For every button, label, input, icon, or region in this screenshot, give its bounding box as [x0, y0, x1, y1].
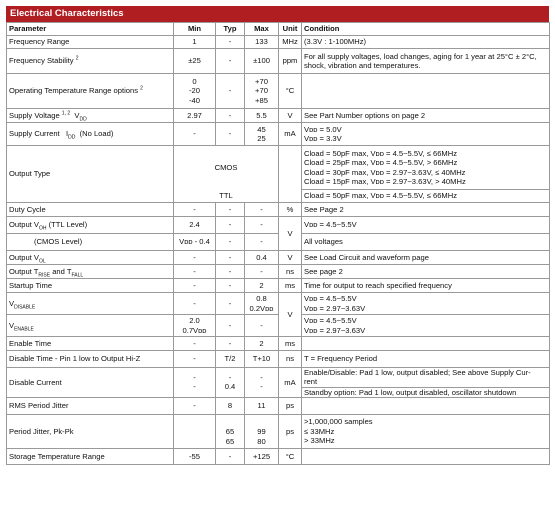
table-row [7, 251, 550, 265]
param-cell [7, 315, 174, 337]
max-cell: 45 25 [245, 123, 279, 146]
min-cell: - [174, 279, 216, 293]
header-row [7, 23, 550, 36]
table-row [7, 368, 550, 398]
condition-cell: See Page 2 [302, 203, 550, 217]
param-cell [7, 109, 174, 123]
typ-cell: - [216, 265, 245, 279]
condition-enable-disable: Enable/Disable: Pad 1 low, output disabled; See above Supply Cur- rent [302, 368, 549, 388]
max-cell: ±100 [245, 49, 279, 74]
min-cell: - [174, 203, 216, 217]
param-text: Output V [9, 252, 39, 262]
condition-cell: >1,000,000 samples ≤ 33MHz > 33MHz [302, 414, 550, 448]
max-cell: T+10 [245, 351, 279, 368]
unit-cell: mA [279, 123, 302, 146]
unit-cell: % [279, 203, 302, 217]
min-cell [174, 414, 216, 448]
param-cell: Disable Time - Pin 1 low to Output Hi-Z [7, 351, 174, 368]
max-cell: - [245, 234, 279, 251]
condition-cell: See page 2 [302, 265, 550, 279]
table-title: Electrical Characteristics [6, 6, 549, 22]
condition-cell [302, 448, 550, 464]
symbol: I [66, 129, 69, 139]
condition-cell [302, 337, 550, 351]
param-cell: RMS Period Jitter [7, 397, 174, 414]
max-cell: 0.4 [245, 251, 279, 265]
min-cell: - - [174, 368, 216, 398]
param-text: V [9, 320, 15, 330]
min-cell: Vᴅᴅ - 0.4 [174, 234, 216, 251]
condition-cell: (3.3V : 1-100MHz) [302, 36, 550, 49]
param-text: Operating Temperature Range options [9, 86, 139, 96]
min-cell: 2.0 0.7Vᴅᴅ [174, 315, 216, 337]
max-cell: - [245, 203, 279, 217]
output-type-cmos: CMOS [174, 146, 279, 190]
condition-cell [302, 368, 550, 398]
table-row [7, 315, 550, 337]
param-cell: Startup Time [7, 279, 174, 293]
min-cell: ±25 [174, 49, 216, 74]
symbol-subscript: OL [38, 258, 46, 265]
symbol: V [74, 110, 80, 120]
condition-cell: Cload = 50pF max, Vᴅᴅ = 4.5~5.5V, ≤ 66MHz [302, 190, 550, 203]
condition-cell: Vᴅᴅ = 4.5~5.5V Vᴅᴅ = 2.97~3.63V [302, 293, 550, 315]
spec-table [6, 22, 550, 465]
typ-cell: T/2 [216, 351, 245, 368]
max-cell: 2 [245, 337, 279, 351]
unit-cell: ps [279, 397, 302, 414]
symbol-subscript: RISE [38, 272, 51, 279]
min-cell: 2.4 [174, 217, 216, 234]
min-cell: 1 [174, 36, 216, 49]
unit-cell: ps [279, 414, 302, 448]
header-max: Max [245, 23, 279, 36]
symbol-subscript: OH [38, 225, 47, 232]
unit-cell: ns [279, 265, 302, 279]
unit-cell: ms [279, 337, 302, 351]
table-row [7, 203, 550, 217]
table-row [7, 293, 550, 315]
max-cell: 2 [245, 279, 279, 293]
min-cell: -55 [174, 448, 216, 464]
symbol-subscript: DD [79, 116, 87, 123]
min-cell: - [174, 337, 216, 351]
param-cell: Frequency Range [7, 36, 174, 49]
param-cell: Storage Temperature Range [7, 448, 174, 464]
max-cell: - - [245, 368, 279, 398]
max-cell: 11 [245, 397, 279, 414]
table-row [7, 337, 550, 351]
header-unit: Unit [279, 23, 302, 36]
symbol-subscript: DISABLE [14, 304, 36, 311]
table-row [7, 234, 550, 251]
param-cell: Period Jitter, Pk-Pk [7, 414, 174, 448]
footnote-ref: 2 [140, 85, 143, 92]
param-cell: Disable Current [7, 368, 174, 398]
typ-cell: 65 65 [216, 414, 245, 448]
max-cell: +125 [245, 448, 279, 464]
unit-cell: MHz [279, 36, 302, 49]
param-cell [7, 217, 174, 234]
typ-cell: - [216, 315, 245, 337]
param-text: Output V [9, 220, 39, 230]
table-row [7, 74, 550, 109]
typ-cell: - [216, 251, 245, 265]
condition-cell [302, 74, 550, 109]
header-condition: Condition [302, 23, 550, 36]
unit-cell: °C [279, 74, 302, 109]
table-row [7, 351, 550, 368]
typ-cell: 8 [216, 397, 245, 414]
param-cell: Output Type [7, 146, 174, 203]
param-cell: (CMOS Level) [7, 234, 174, 251]
param-note: (TTL Level) [46, 220, 88, 230]
unit-cell: V [279, 217, 302, 251]
output-type-ttl: TTL [174, 190, 279, 203]
unit-cell: ms [279, 279, 302, 293]
min-cell: - [174, 123, 216, 146]
typ-cell: - [216, 36, 245, 49]
condition-cell: For all supply voltages, load changes, aging for 1 year at 25°C ± 2°C, shock, vibration and temperatures. [302, 49, 550, 74]
header-min: Min [174, 23, 216, 36]
unit-cell [279, 146, 302, 203]
param-note: (No Load) [79, 129, 114, 139]
footnote-ref: 2 [75, 55, 79, 62]
table-row [7, 123, 550, 146]
condition-cell: Time for output to reach specified frequency [302, 279, 550, 293]
typ-cell: - 0.4 [216, 368, 245, 398]
max-cell: 0.8 0.2Vᴅᴅ [245, 293, 279, 315]
condition-cell: Cload = 50pF max, Vᴅᴅ = 4.5~5.5V, ≤ 66MHz Cload = 25pF max, Vᴅᴅ = 4.5~5.5V, > 66MHz Cload = 30pF max, Vᴅᴅ = 2.97~3.63V, ≤ 40MHz Cload = 15pF max, Vᴅᴅ = 2.97~3.63V, > 40MHz [302, 146, 550, 190]
condition-cell: T = Frequency Period [302, 351, 550, 368]
condition-standby: Standby option: Pad 1 low, output disabled, oscillator shutdown [304, 387, 517, 397]
max-cell: 133 [245, 36, 279, 49]
typ-cell: - [216, 279, 245, 293]
param-cell [7, 49, 174, 74]
table-row [7, 217, 550, 234]
typ-cell: - [216, 74, 245, 109]
param-text: V [9, 298, 15, 308]
max-cell: 5.5 [245, 109, 279, 123]
min-cell: 0 -20 -40 [174, 74, 216, 109]
typ-cell: - [216, 337, 245, 351]
footnote-ref: 1, 2 [61, 110, 71, 117]
electrical-characteristics-table [6, 6, 549, 465]
param-text: Supply Current [9, 129, 60, 139]
condition-cell: All voltages [302, 234, 550, 251]
typ-cell: - [216, 448, 245, 464]
max-cell: 99 80 [245, 414, 279, 448]
table-row [7, 397, 550, 414]
table-row [7, 414, 550, 448]
param-cell [7, 293, 174, 315]
typ-cell: - [216, 49, 245, 74]
table-row [7, 448, 550, 464]
param-cell: Duty Cycle [7, 203, 174, 217]
param-cell [7, 265, 174, 279]
min-cell: - [174, 397, 216, 414]
header-parameter: Parameter [7, 23, 174, 36]
min-cell: - [174, 351, 216, 368]
param-cell [7, 123, 174, 146]
symbol-subscript: ENABLE [14, 326, 34, 333]
table-row [7, 36, 550, 49]
header-typ: Typ [216, 23, 245, 36]
param-cell [7, 74, 174, 109]
param-text: Supply Voltage [9, 110, 60, 120]
param-text: Output T [9, 266, 39, 276]
min-cell: - [174, 251, 216, 265]
unit-cell: V [279, 293, 302, 337]
unit-cell: V [279, 109, 302, 123]
unit-cell: ns [279, 351, 302, 368]
table-row [7, 265, 550, 279]
typ-cell: - [216, 123, 245, 146]
max-cell: - [245, 265, 279, 279]
typ-cell: - [216, 203, 245, 217]
typ-cell: - [216, 234, 245, 251]
typ-cell: - [216, 217, 245, 234]
param-cell: Enable Time [7, 337, 174, 351]
max-cell: - [245, 315, 279, 337]
unit-cell: °C [279, 448, 302, 464]
unit-cell: V [279, 251, 302, 265]
max-cell: - [245, 217, 279, 234]
condition-cell [302, 397, 550, 414]
table-row [7, 49, 550, 74]
condition-cell: Vᴅᴅ = 4.5~5.5V [302, 217, 550, 234]
condition-cell: Vᴅᴅ = 4.5~5.5V Vᴅᴅ = 2.97~3.63V [302, 315, 550, 337]
typ-cell: - [216, 293, 245, 315]
unit-cell: ppm [279, 49, 302, 74]
table-row [7, 146, 550, 190]
max-cell: +70 +70 +85 [245, 74, 279, 109]
min-cell: - [174, 293, 216, 315]
typ-cell: - [216, 109, 245, 123]
min-cell: - [174, 265, 216, 279]
min-cell: 2.97 [174, 109, 216, 123]
condition-cell: See Part Number options on page 2 [302, 109, 550, 123]
table-row [7, 109, 550, 123]
table-row [7, 279, 550, 293]
unit-cell: mA [279, 368, 302, 398]
symbol-subscript: FALL [71, 272, 84, 279]
condition-cell: See Load Circuit and waveform page [302, 251, 550, 265]
symbol-subscript: DD [68, 134, 76, 141]
param-text: and T [50, 266, 72, 276]
condition-cell: Vᴅᴅ = 5.0V Vᴅᴅ = 3.3V [302, 123, 550, 146]
param-text: Frequency Stability [9, 56, 74, 66]
param-cell [7, 251, 174, 265]
